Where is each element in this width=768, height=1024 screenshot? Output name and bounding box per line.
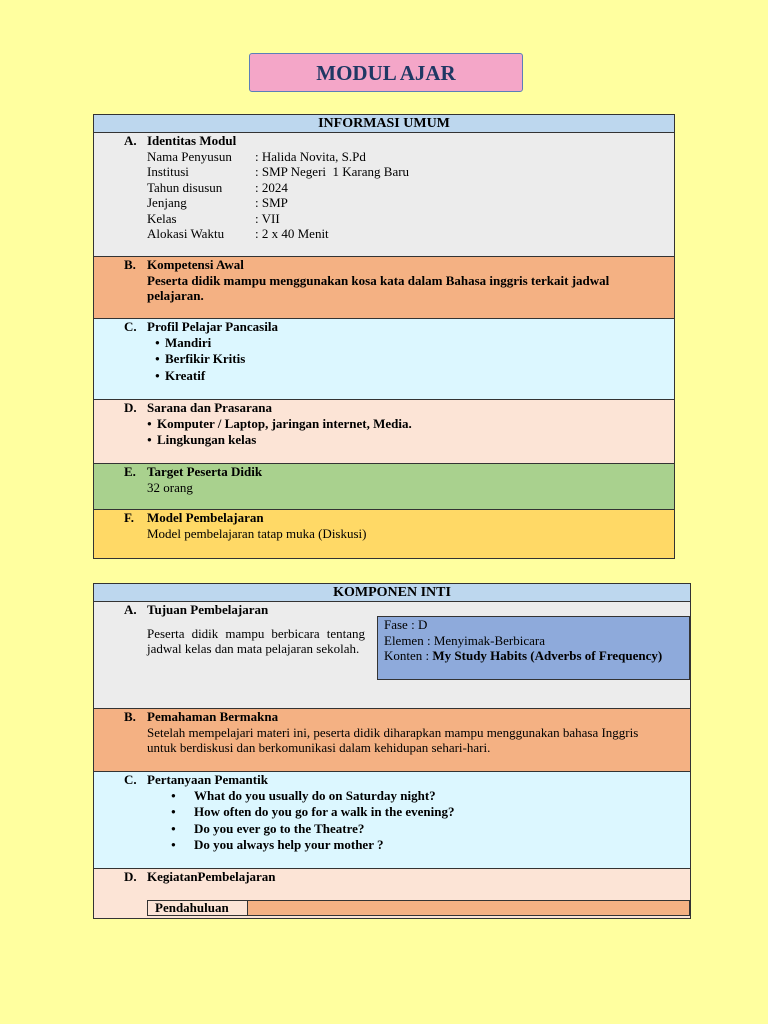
identitas-key: Jenjang	[147, 195, 187, 210]
section-kegiatan-pembelajaran	[94, 869, 690, 918]
section-letter: E.	[124, 464, 136, 479]
identitas-value: : Halida Novita, S.Pd	[255, 148, 366, 164]
section-heading: Identitas Modul	[147, 133, 237, 148]
identitas-key: Kelas	[147, 210, 177, 226]
section-text: Peserta didik mampu menggunakan kosa kata dalam Bahasa inggris terkait jadwal pelajaran.	[147, 272, 610, 303]
section-heading: Sarana dan Prasarana	[147, 400, 272, 415]
list-item: ● Do you always help your mother ?	[147, 837, 668, 854]
konten-text	[384, 648, 683, 664]
pertanyaan-list	[147, 788, 668, 854]
section-body	[147, 400, 652, 449]
section-pemahaman-bermakna	[94, 709, 690, 772]
identitas-key: Alokasi Waktu	[147, 226, 225, 241]
section-tujuan-pembelajaran	[94, 602, 690, 709]
section-text: Peserta didik mampu berbicara tentang jadwal kelas dan mata pelajaran sekolah.	[147, 625, 365, 656]
konten-label: Konten :	[384, 648, 433, 663]
informasi-umum-table	[93, 114, 675, 559]
pendahuluan-label: Pendahuluan	[148, 901, 248, 915]
section-heading: Tujuan Pembelajaran	[147, 602, 269, 617]
identitas-key: Tahun disusun	[147, 179, 223, 195]
section-text: Model pembelajaran tatap muka (Diskusi)	[147, 525, 367, 541]
list-item: ● Lingkungan kelas	[147, 432, 652, 449]
list-item: ● What do you usually do on Saturday night?	[147, 788, 668, 805]
list-item: ● Do you ever go to the Theatre?	[147, 821, 668, 838]
identitas-row	[147, 164, 652, 180]
section-letter: D.	[124, 400, 137, 415]
section-body	[147, 709, 656, 756]
section-body	[147, 510, 652, 541]
section-body	[147, 772, 668, 854]
identitas-value: : VII	[255, 210, 280, 226]
section-heading: Target Peserta Didik	[147, 464, 263, 479]
section-text: 32 orang	[147, 479, 193, 495]
section-letter: C.	[124, 319, 137, 334]
section-target-peserta	[94, 464, 674, 510]
section-model-pembelajaran	[94, 510, 674, 558]
section-body	[147, 257, 652, 304]
section-pertanyaan-pemantik	[94, 772, 690, 869]
identitas-key: Nama Penyusun	[147, 148, 232, 164]
identitas-value: : 2024	[255, 179, 288, 195]
identitas-row	[147, 149, 652, 165]
identitas-value: : SMP	[255, 195, 288, 210]
section-body	[147, 602, 365, 657]
identitas-value: : SMP Negeri 1 Karang Baru	[255, 164, 410, 179]
section-letter: A.	[124, 602, 137, 617]
informasi-umum-header: INFORMASI UMUM	[94, 115, 674, 133]
section-identitas-modul	[94, 133, 674, 257]
section-heading: Pertanyaan Pemantik	[147, 772, 268, 787]
section-letter: B.	[124, 709, 136, 724]
identitas-row	[147, 180, 652, 196]
fase-box	[377, 616, 690, 680]
page-title: MODUL AJAR	[249, 53, 523, 92]
identitas-row	[147, 226, 652, 242]
list-item: ● Berfikir Kritis	[155, 351, 652, 368]
section-body	[147, 133, 652, 242]
elemen-text: Elemen : Menyimak-Berbicara	[384, 632, 545, 648]
section-body	[147, 869, 668, 885]
section-letter: C.	[124, 772, 137, 787]
section-body	[147, 319, 652, 384]
section-profil-pelajar	[94, 319, 674, 400]
section-text: Setelah mempelajari materi ini, peserta didik diharapkan mampu menggunakan bahasa Inggris untuk berdiskusi dan berkomunikasi dalam kehidupan sehari-hari.	[147, 724, 639, 755]
profil-list	[147, 335, 652, 385]
komponen-inti-table	[93, 583, 691, 919]
section-sarana-prasarana	[94, 400, 674, 464]
section-heading: Model Pembelajaran	[147, 510, 264, 525]
section-kompetensi-awal	[94, 257, 674, 319]
identitas-value: : 2 x 40 Menit	[255, 226, 329, 241]
identitas-row	[147, 195, 652, 211]
sarana-list	[147, 416, 652, 449]
identitas-key: Institusi	[147, 164, 189, 179]
section-letter: F.	[124, 510, 134, 525]
komponen-inti-header: KOMPONEN INTI	[94, 584, 690, 602]
pendahuluan-row	[147, 900, 690, 916]
section-heading: Profil Pelajar Pancasila	[147, 319, 278, 334]
section-heading: KegiatanPembelajaran	[147, 869, 276, 884]
section-letter: B.	[124, 257, 136, 272]
konten-value: My Study Habits (Adverbs of Frequency)	[432, 648, 663, 663]
list-item: ● Kreatif	[155, 368, 652, 385]
section-heading: Kompetensi Awal	[147, 257, 244, 272]
section-letter: D.	[124, 869, 137, 884]
section-letter: A.	[124, 133, 137, 148]
section-heading: Pemahaman Bermakna	[147, 709, 279, 724]
fase-text: Fase : D	[384, 617, 428, 632]
identitas-rows	[147, 149, 652, 242]
list-item: ● Komputer / Laptop, jaringan internet, Media.	[147, 416, 652, 433]
identitas-row	[147, 211, 652, 227]
list-item: ● Mandiri	[155, 335, 652, 352]
list-item: ● How often do you go for a walk in the evening?	[147, 804, 668, 821]
section-body	[147, 464, 652, 495]
